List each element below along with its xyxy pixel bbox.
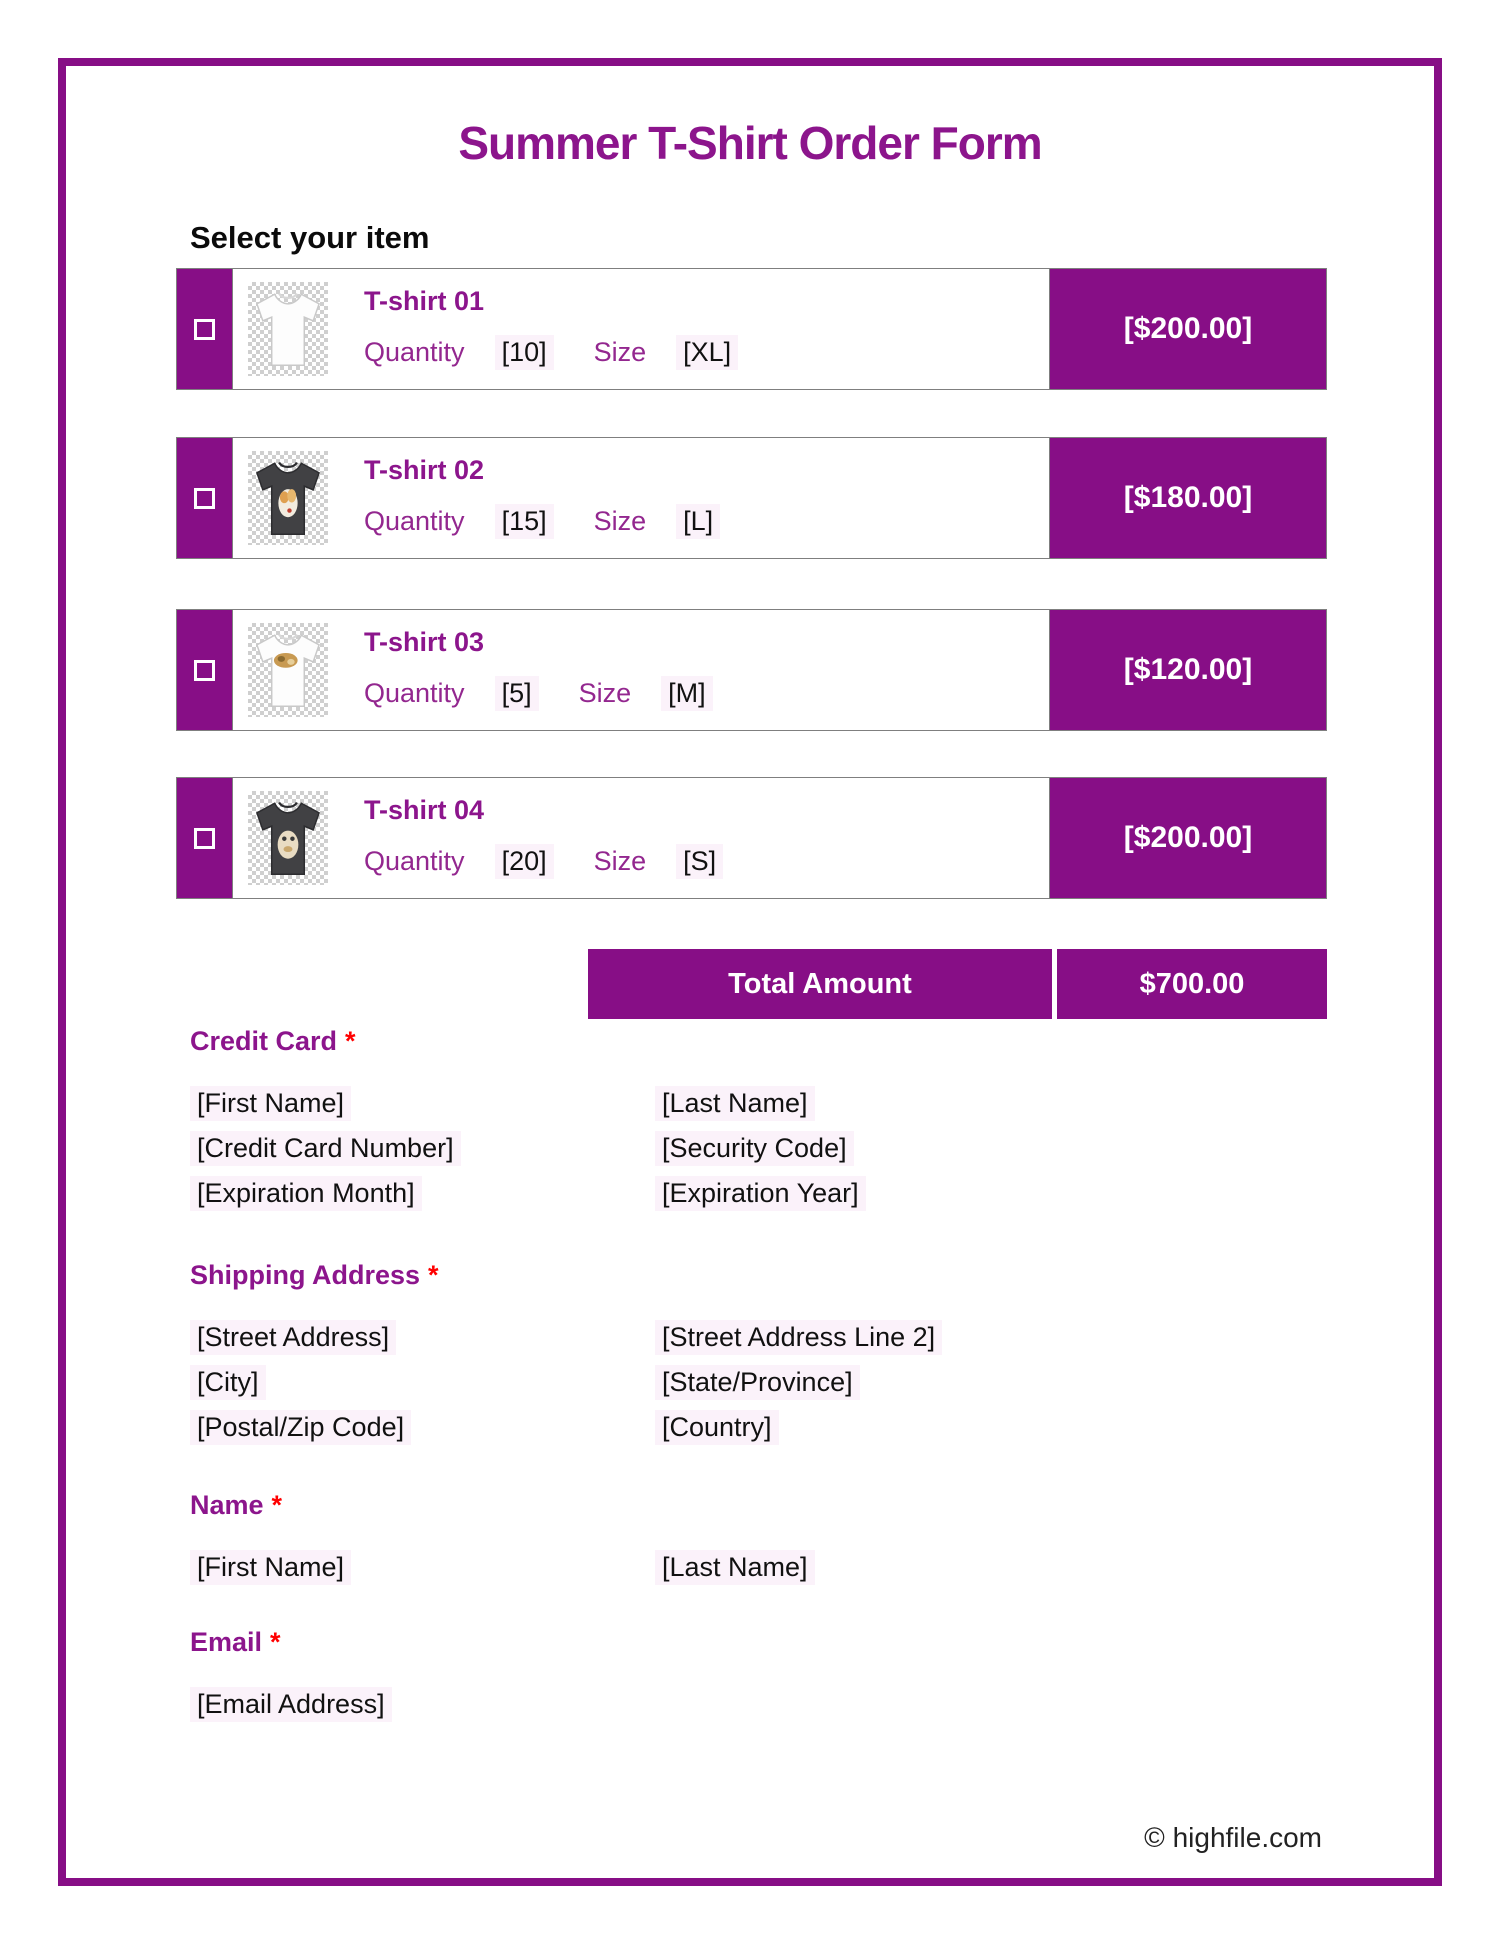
quantity-size-line [364,504,720,539]
tshirt-image [248,451,328,545]
required-asterisk: * [428,1260,439,1290]
quantity-size-line [364,844,723,879]
field-street-address[interactable]: [Street Address] [190,1320,396,1355]
field-row [190,1176,1150,1221]
section-title [190,1260,1150,1292]
section-title [190,1026,1150,1058]
checkbox-icon[interactable] [194,319,215,340]
item-checkbox-cell[interactable] [177,610,233,730]
item-content [233,610,1049,730]
total-label: Total Amount [588,949,1052,1019]
size-label: Size [593,506,647,536]
required-asterisk: * [271,1490,283,1520]
field-row [190,1365,1150,1410]
footer-credit: © highfile.com [1144,1822,1322,1853]
item-price: [$200.00] [1049,269,1326,389]
size-label: Size [593,337,647,367]
field-city[interactable]: [City] [190,1365,266,1400]
field-cc-last-name[interactable]: [Last Name] [655,1086,815,1121]
section-title-text: Credit Card [190,1026,338,1056]
field-country[interactable]: [Country] [655,1410,779,1445]
section-fields [190,1550,1150,1595]
size-value[interactable]: [XL] [676,335,738,370]
section-shipping-address [190,1260,1150,1455]
item-checkbox-cell[interactable] [177,778,233,898]
section-title [190,1490,1150,1522]
size-value[interactable]: [L] [676,504,720,539]
field-row [190,1131,1150,1176]
item-info [364,451,720,545]
quantity-value[interactable]: [20] [495,844,554,879]
field-cc-security-code[interactable]: [Security Code] [655,1131,854,1166]
tshirt-image [248,282,328,376]
item-info [364,623,713,717]
section-title [190,1627,1150,1659]
size-label: Size [593,846,647,876]
field-cc-first-name[interactable]: [First Name] [190,1086,351,1121]
section-credit-card [190,1026,1150,1221]
section-title-text: Email [190,1627,263,1657]
field-row [190,1687,1150,1732]
checkbox-icon[interactable] [194,828,215,849]
field-cc-exp-month[interactable]: [Expiration Month] [190,1176,422,1211]
size-value[interactable]: [M] [661,676,713,711]
size-value[interactable]: [S] [676,844,723,879]
quantity-label: Quantity [364,337,465,367]
quantity-size-line [364,676,713,711]
total-value: $700.00 [1057,949,1327,1019]
item-content [233,269,1049,389]
checkbox-icon[interactable] [194,660,215,681]
size-label: Size [578,678,632,708]
quantity-label: Quantity [364,678,465,708]
quantity-value[interactable]: [15] [495,504,554,539]
checkbox-icon[interactable] [194,488,215,509]
tshirt-icon [251,795,325,881]
tshirt-icon [251,286,325,372]
item-name: T-shirt 02 [364,455,485,485]
section-title-text: Shipping Address [190,1260,421,1290]
item-row [176,437,1327,559]
item-price: [$200.00] [1049,778,1326,898]
field-first-name[interactable]: [First Name] [190,1550,351,1585]
item-name: T-shirt 03 [364,627,485,657]
tshirt-icon [251,455,325,541]
item-price: [$120.00] [1049,610,1326,730]
item-checkbox-cell[interactable] [177,269,233,389]
section-title-text: Name [190,1490,264,1520]
field-postal-zip[interactable]: [Postal/Zip Code] [190,1410,411,1445]
item-info [364,282,738,376]
item-row [176,268,1327,390]
total-amount-bar [588,949,1327,1019]
quantity-label: Quantity [364,846,465,876]
field-row [190,1320,1150,1365]
tshirt-image [248,623,328,717]
item-content [233,778,1049,898]
item-price: [$180.00] [1049,438,1326,558]
field-row [190,1086,1150,1131]
item-info [364,791,723,885]
section-fields [190,1687,1150,1732]
section-fields [190,1086,1150,1221]
tshirt-image [248,791,328,885]
quantity-size-line [364,335,738,370]
field-cc-exp-year[interactable]: [Expiration Year] [655,1176,866,1211]
field-row [190,1550,1150,1595]
item-checkbox-cell[interactable] [177,438,233,558]
quantity-value[interactable]: [10] [495,335,554,370]
section-name [190,1490,1150,1595]
page-title: Summer T-Shirt Order Form [458,117,1042,169]
item-name: T-shirt 01 [364,286,485,316]
field-street-address-2[interactable]: [Street Address Line 2] [655,1320,942,1355]
required-asterisk: * [345,1026,356,1056]
required-asterisk: * [270,1627,281,1657]
item-name: T-shirt 04 [364,795,485,825]
select-item-heading: Select your item [190,220,430,255]
field-row [190,1410,1150,1455]
quantity-label: Quantity [364,506,465,536]
field-state-province[interactable]: [State/Province] [655,1365,860,1400]
section-email [190,1627,1150,1732]
tshirt-icon [251,627,325,713]
field-last-name[interactable]: [Last Name] [655,1550,815,1585]
item-row [176,777,1327,899]
field-email-address[interactable]: [Email Address] [190,1687,392,1722]
field-cc-number[interactable]: [Credit Card Number] [190,1131,461,1166]
item-row [176,609,1327,731]
item-content [233,438,1049,558]
quantity-value[interactable]: [5] [495,676,539,711]
section-fields [190,1320,1150,1455]
